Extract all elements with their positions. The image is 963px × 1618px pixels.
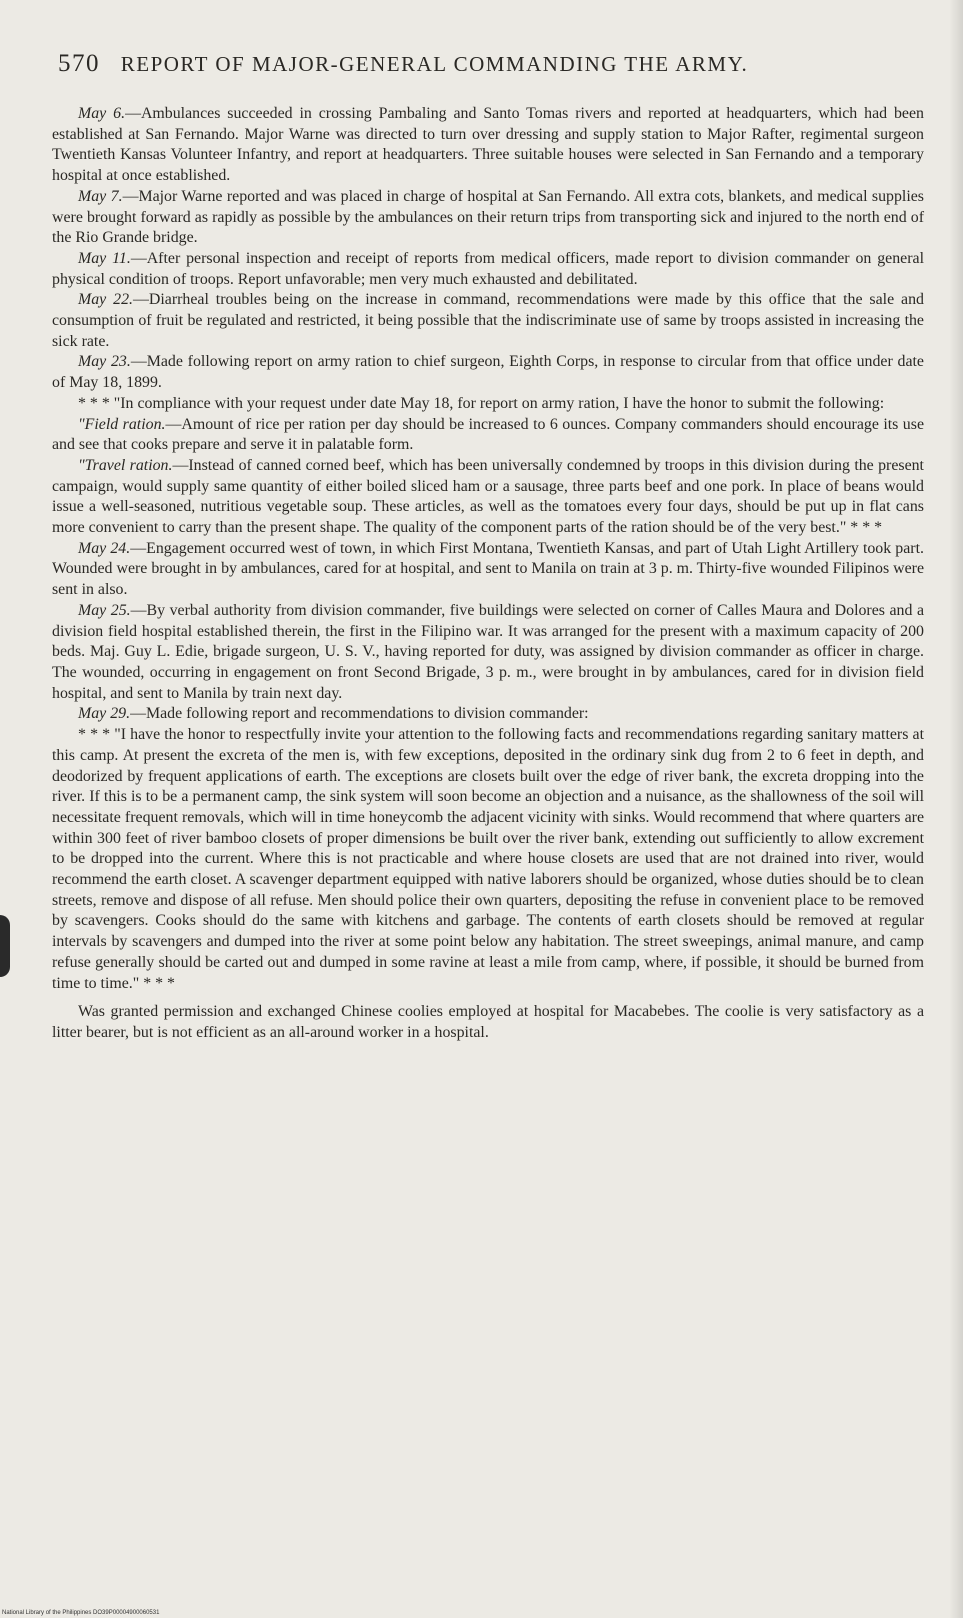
- paragraph-may-29: [52, 704, 924, 725]
- paragraph-may-7: [52, 187, 924, 249]
- paragraph-may-6: [52, 104, 924, 187]
- paragraph-text: —Diarrheal troubles being on the increase in command, recommendations were made by this office that the sale and consumption of fruit be regulated and restricted, it being possible that the indiscriminate use of same by troops assisted in increasing the sick rate.: [52, 291, 924, 350]
- paragraph-text: —Made following report on army ration to chief surgeon, Eighth Corps, in response to circular from that office under date of May 18, 1899.: [52, 353, 924, 392]
- paragraph-date: May 25.: [78, 601, 131, 619]
- binding-mark: [0, 915, 10, 977]
- paragraph-date: May 22.: [78, 291, 134, 309]
- paragraph-text: —Made following report and recommendations to division commander:: [130, 705, 589, 723]
- paragraph-text: * * * "In compliance with your request under date May 18, for report on army ration, I have the honor to submit the following:: [78, 394, 885, 412]
- paragraph-sanitary-report: [52, 725, 924, 994]
- paragraph-date: May 11.: [78, 249, 131, 267]
- paragraph-may-24: [52, 539, 924, 601]
- scan-footer: National Library of the Philippines DO39P00004900060531: [2, 1610, 160, 1616]
- paragraph-text: —Instead of canned corned beef, which has been universally condemned by troops in this division during the present campaign, would supply same quantity of either boiled sliced ham or a sausage, three parts beef and one pork. In place of beans would issue a well-seasoned, nutritious vegetable soup. These articles, as well as the tomatoes every four days, should be put up in flat cans more convenient to carry than the present shape. The quality of the component parts of the ration should be of the very best." * * *: [52, 456, 924, 537]
- paragraph-heading: "Field ration.: [78, 415, 166, 433]
- paragraph-date: May 24.: [78, 539, 131, 557]
- paragraph-text: —Major Warne reported and was placed in charge of hospital at San Fernando. All extra cots, blankets, and medical supplies were brought forward as rapidly as possible by the ambulances on their return trips from transporting sick and injured to the north end of the Rio Grande bridge.: [52, 187, 924, 247]
- page-running-title: REPORT OF MAJOR-GENERAL COMMANDING THE ARMY.: [120, 52, 749, 76]
- paragraph-field-ration: [52, 415, 924, 456]
- paragraph-heading: "Travel ration.: [78, 456, 173, 474]
- paragraph-date: May 23.: [78, 353, 131, 371]
- paragraph-coolies: [52, 1002, 924, 1043]
- page-header: [58, 50, 918, 78]
- paragraph-text: —Engagement occurred west of town, in which First Montana, Twentieth Kansas, and part of Utah Light Artillery took part. Wounded were brought in by ambulances, cared for at hospital, and sent to Manila on train at 3 p. m. Thirty-five wounded Filipinos were sent in also.: [52, 539, 924, 599]
- paragraph-may-23: [52, 352, 924, 393]
- paragraph-may-25: [52, 601, 924, 705]
- paragraph-date: May 7.: [78, 187, 123, 205]
- paragraph-text: Was granted permission and exchanged Chinese coolies employed at hospital for Macabebes. The coolie is very satisfactory as a litter bearer, but is not efficient as an all-around worker in a hospital.: [52, 1003, 924, 1041]
- paragraph-text: * * * "I have the honor to respectfully invite your attention to the following facts and recommendations regarding sanitary matters at this camp. At present the excreta of the men is, with few exceptions, deposited in the ordinary sink dug from 2 to 6 feet in depth, and deodorized by frequent applications of earth. The exceptions are closets built over the edge of river bank, the excreta dropping into the river. If this is to be a permanent camp, the sink system will soon become an objection and a nuisance, as the shallowness of the soil will necessitate frequent removals, which will in time honeycomb the adjacent vicinity with sinks. Would recommend that where quarters are within 300 feet of river bamboo closets of proper dimensions be built over the river bank, extending out sufficiently to allow excrement to be dropped into the current. Where this is not practicable and where house closets are used that are not drained into river, would recommend the earth closet. A scavenger department equipped with native laborers should be organized, whose duties should be to clean streets, remove and dispose of all refuse. Men should police their own quarters, depositing the refuse in convenient place to be removed by scavengers. Cooks should do the same with kitchens and garbage. The contents of earth closets should be removed at regular intervals by scavengers and dumped into the river at some point below any habitation. The street sweepings, animal manure, and camp refuse generally should be carted out and dumped in some ravine at least a mile from camp, where, if possible, it should be burned from time to time." * * *: [52, 726, 924, 992]
- paragraph-may-11: [52, 249, 924, 290]
- paragraph-travel-ration: [52, 456, 924, 539]
- document-body: [52, 104, 924, 1044]
- paragraph-text: —Amount of rice per ration per day should be increased to 6 ounces. Company commanders should encourage its use and see that cooks prepare and serve it in palatable form.: [52, 415, 924, 454]
- paragraph-may-22: [52, 290, 924, 352]
- paragraph-text: —Ambulances succeeded in crossing Pambaling and Santo Tomas rivers and reported at headquarters, which had been established at San Fernando. Major Warne was directed to turn over dressing and supply station to Major Rafter, regimental surgeon Twentieth Kansas Volunteer Infantry, and report at headquarters. Three suitable houses were selected in San Fernando and a temporary hospital at once established.: [52, 105, 924, 185]
- page-number: 570: [58, 50, 100, 77]
- paragraph-date: May 6.: [78, 105, 126, 122]
- paragraph-text: —By verbal authority from division commander, five buildings were selected on corner of Calles Maura and Dolores and a division field hospital established therein, the first in the Filipino war. It was arranged for the present with a maximum capacity of 200 beds. Maj. Guy L. Edie, brigade surgeon, U. S. V., having reported for duty, was assigned by division commander as officer in charge. The wounded, occurring in engagement on front Second Brigade, 3 p. m., were brought in by ambulances, cared for in division field hospital, and sent to Manila by train next day.: [52, 601, 924, 702]
- page-edge-shadow: [949, 0, 963, 1618]
- paragraph-date: May 29.: [78, 705, 131, 723]
- paragraph-text: —After personal inspection and receipt of reports from medical officers, made report to division commander on general physical condition of troops. Report unfavorable; men very much exhausted and debilitated.: [52, 249, 924, 288]
- paragraph-ration-request: [52, 394, 924, 415]
